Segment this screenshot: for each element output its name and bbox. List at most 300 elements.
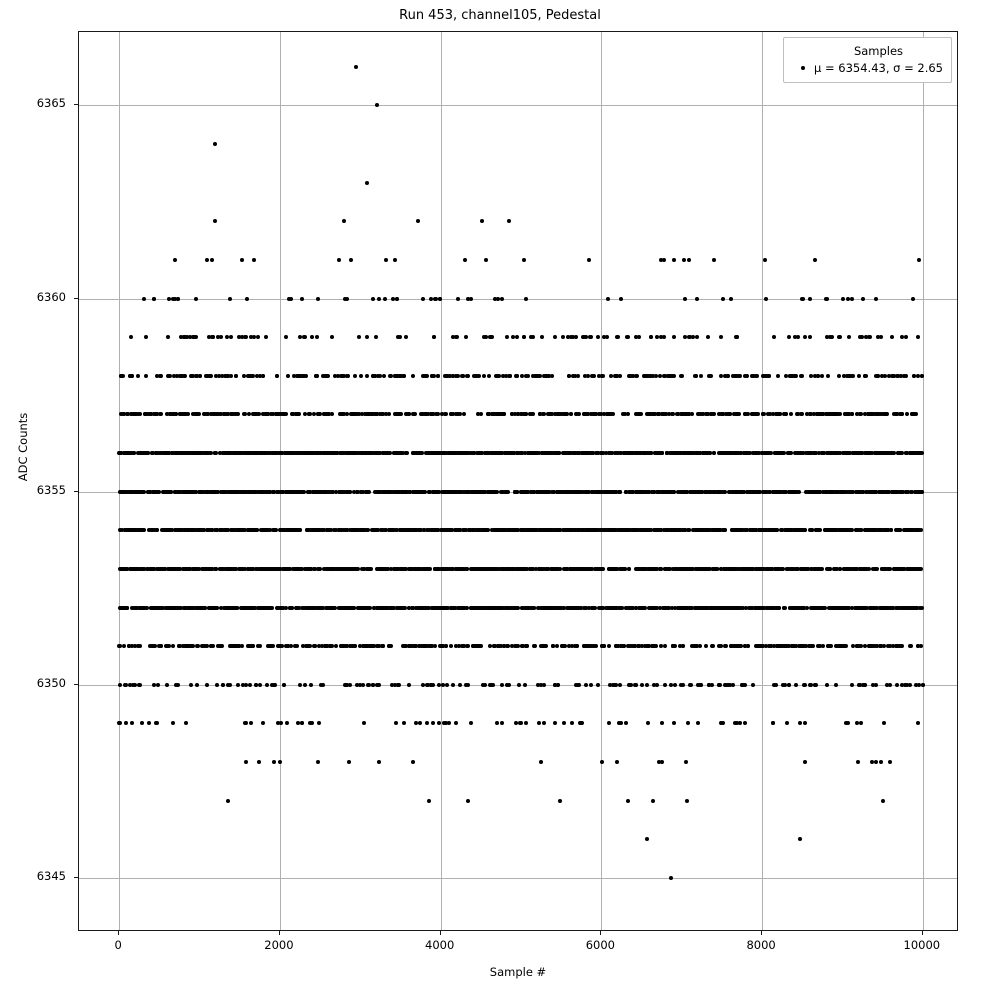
data-point	[446, 528, 450, 532]
data-point	[144, 374, 148, 378]
data-point	[382, 490, 386, 494]
data-point	[354, 65, 358, 69]
data-point	[868, 335, 872, 339]
data-point	[322, 567, 326, 571]
data-point	[841, 297, 845, 301]
data-point	[630, 451, 634, 455]
data-point	[229, 374, 233, 378]
data-point	[309, 567, 313, 571]
data-point	[625, 335, 629, 339]
gridline-vertical	[280, 32, 281, 930]
data-point	[683, 451, 687, 455]
data-point	[209, 490, 213, 494]
data-point	[522, 258, 526, 262]
data-point	[221, 451, 225, 455]
data-point	[289, 490, 293, 494]
data-point	[863, 374, 867, 378]
data-point	[764, 451, 768, 455]
data-point	[337, 258, 341, 262]
data-point	[136, 374, 140, 378]
data-point	[825, 335, 829, 339]
data-point	[258, 490, 262, 494]
data-point	[119, 451, 123, 455]
data-point	[502, 412, 506, 416]
data-point	[300, 297, 304, 301]
data-point	[186, 528, 190, 532]
data-point	[359, 490, 363, 494]
data-point	[458, 490, 462, 494]
data-point	[281, 528, 285, 532]
data-point	[374, 451, 378, 455]
data-point	[883, 490, 887, 494]
data-point	[245, 297, 249, 301]
data-point	[600, 567, 604, 571]
data-point	[656, 490, 660, 494]
data-point	[789, 412, 793, 416]
data-point	[750, 374, 754, 378]
data-point	[699, 374, 703, 378]
data-point	[663, 374, 667, 378]
data-point	[682, 258, 686, 262]
data-point	[712, 451, 716, 455]
data-point	[159, 567, 163, 571]
data-point	[272, 490, 276, 494]
data-point	[655, 335, 659, 339]
data-point	[567, 374, 571, 378]
data-point	[582, 451, 586, 455]
data-point	[142, 567, 146, 571]
data-point	[618, 490, 622, 494]
data-point	[583, 374, 587, 378]
data-point	[144, 335, 148, 339]
data-point	[627, 567, 631, 571]
data-point	[263, 451, 267, 455]
data-point	[763, 258, 767, 262]
data-point	[847, 335, 851, 339]
data-point	[646, 374, 650, 378]
data-point	[776, 374, 780, 378]
data-point	[521, 528, 525, 532]
data-point	[683, 528, 687, 532]
data-point	[219, 335, 223, 339]
data-point	[317, 567, 321, 571]
data-point	[689, 490, 693, 494]
data-point	[849, 490, 853, 494]
data-point	[755, 374, 759, 378]
data-point	[454, 567, 458, 571]
data-point	[773, 567, 777, 571]
data-point	[874, 567, 878, 571]
data-point	[746, 567, 750, 571]
data-point	[367, 567, 371, 571]
data-point	[565, 412, 569, 416]
data-point	[583, 490, 587, 494]
data-point	[198, 374, 202, 378]
data-point	[919, 567, 923, 571]
data-point	[505, 567, 509, 571]
data-point	[301, 374, 305, 378]
data-point	[553, 335, 557, 339]
data-point	[569, 451, 573, 455]
data-point	[911, 297, 915, 301]
data-point	[356, 490, 360, 494]
data-point	[316, 297, 320, 301]
data-point	[801, 297, 805, 301]
data-point	[129, 335, 133, 339]
data-point	[216, 335, 220, 339]
data-point	[308, 490, 312, 494]
data-point	[493, 567, 497, 571]
data-point	[719, 335, 723, 339]
data-point	[836, 451, 840, 455]
data-point	[893, 490, 897, 494]
data-point	[173, 258, 177, 262]
data-point	[809, 374, 813, 378]
data-point	[826, 374, 830, 378]
data-point	[273, 528, 277, 532]
data-point	[346, 490, 350, 494]
data-point	[312, 412, 316, 416]
data-point	[796, 490, 800, 494]
data-point	[730, 567, 734, 571]
data-point	[737, 490, 741, 494]
data-point	[838, 335, 842, 339]
data-point	[500, 297, 504, 301]
data-point	[244, 335, 248, 339]
data-point	[179, 451, 183, 455]
data-point	[226, 374, 230, 378]
data-point	[430, 374, 434, 378]
data-point	[525, 528, 529, 532]
data-point	[506, 490, 510, 494]
data-point	[315, 335, 319, 339]
data-point	[917, 451, 921, 455]
data-point	[438, 297, 442, 301]
data-point	[242, 490, 246, 494]
data-point	[896, 374, 900, 378]
data-point	[397, 490, 401, 494]
data-point	[508, 374, 512, 378]
data-point	[490, 335, 494, 339]
data-point	[207, 567, 211, 571]
data-point	[683, 297, 687, 301]
data-point	[596, 335, 600, 339]
data-point	[905, 412, 909, 416]
data-point	[143, 451, 147, 455]
data-point	[195, 451, 199, 455]
data-point	[742, 451, 746, 455]
data-point	[678, 567, 682, 571]
data-point	[332, 567, 336, 571]
data-point	[606, 297, 610, 301]
data-point	[194, 335, 198, 339]
data-point	[569, 490, 573, 494]
data-point	[718, 528, 722, 532]
data-point	[519, 490, 523, 494]
data-point	[402, 374, 406, 378]
data-point	[346, 567, 350, 571]
data-point	[210, 258, 214, 262]
data-point	[395, 297, 399, 301]
data-point	[393, 374, 397, 378]
data-point	[879, 490, 883, 494]
data-point	[155, 374, 159, 378]
data-point	[867, 451, 871, 455]
gridline-horizontal	[79, 878, 957, 879]
data-point	[207, 528, 211, 532]
data-point	[289, 297, 293, 301]
data-point	[264, 335, 268, 339]
data-point	[842, 490, 846, 494]
data-point	[575, 490, 579, 494]
data-point	[767, 528, 771, 532]
data-point	[700, 490, 704, 494]
data-point	[297, 374, 301, 378]
data-point	[815, 490, 819, 494]
data-point	[723, 490, 727, 494]
data-point	[482, 374, 486, 378]
data-point	[790, 567, 794, 571]
data-point	[235, 490, 239, 494]
data-point	[166, 335, 170, 339]
data-point	[762, 567, 766, 571]
data-point	[464, 528, 468, 532]
data-point	[155, 528, 159, 532]
data-point	[315, 374, 319, 378]
data-point	[817, 567, 821, 571]
data-point	[531, 335, 535, 339]
data-point	[687, 258, 691, 262]
data-point	[185, 567, 189, 571]
data-point	[672, 374, 676, 378]
data-point	[378, 374, 382, 378]
data-point	[228, 451, 232, 455]
data-point	[608, 528, 612, 532]
data-point	[367, 451, 371, 455]
gridline-vertical	[441, 32, 442, 930]
data-point	[416, 219, 420, 223]
data-point	[400, 451, 404, 455]
data-point	[537, 374, 541, 378]
data-point	[645, 490, 649, 494]
data-point	[299, 567, 303, 571]
data-point	[330, 335, 334, 339]
data-point	[639, 412, 643, 416]
data-point	[213, 142, 217, 146]
data-point	[576, 374, 580, 378]
data-point	[456, 297, 460, 301]
data-point	[825, 297, 829, 301]
data-point	[610, 490, 614, 494]
data-point	[324, 490, 328, 494]
data-point	[252, 490, 256, 494]
data-point	[167, 297, 171, 301]
data-point	[803, 335, 807, 339]
data-point	[358, 451, 362, 455]
data-point	[224, 567, 228, 571]
data-point	[898, 528, 902, 532]
data-point	[221, 490, 225, 494]
data-point	[772, 335, 776, 339]
data-point	[297, 490, 301, 494]
data-point	[722, 567, 726, 571]
data-point	[683, 490, 687, 494]
data-point	[275, 374, 279, 378]
data-point	[198, 490, 202, 494]
data-point	[365, 181, 369, 185]
data-point	[415, 567, 419, 571]
gridline-vertical	[762, 32, 763, 930]
data-point	[421, 297, 425, 301]
data-point	[359, 374, 363, 378]
data-point	[591, 451, 595, 455]
data-point	[310, 528, 314, 532]
plot-area	[78, 31, 958, 931]
data-point	[890, 335, 894, 339]
data-point	[146, 490, 150, 494]
data-point	[723, 528, 727, 532]
data-point	[463, 258, 467, 262]
data-point	[880, 567, 884, 571]
data-point	[341, 567, 345, 571]
data-point	[520, 567, 524, 571]
gridline-vertical	[119, 32, 120, 930]
data-point	[437, 490, 441, 494]
data-point	[407, 490, 411, 494]
data-point	[695, 335, 699, 339]
data-point	[416, 451, 420, 455]
data-point	[310, 335, 314, 339]
data-point	[479, 412, 483, 416]
data-point	[152, 490, 156, 494]
data-point	[491, 451, 495, 455]
data-point	[329, 490, 333, 494]
data-point	[693, 374, 697, 378]
data-point	[119, 374, 123, 378]
data-point	[837, 374, 841, 378]
data-point	[469, 297, 473, 301]
data-point	[477, 374, 481, 378]
data-point	[634, 335, 638, 339]
data-point	[377, 297, 381, 301]
chart-title: Run 453, channel105, Pedestal	[399, 8, 601, 23]
data-point	[480, 219, 484, 223]
data-point	[286, 374, 290, 378]
gridline-vertical	[923, 32, 924, 930]
data-point	[511, 451, 515, 455]
data-point	[699, 567, 703, 571]
data-point	[706, 528, 710, 532]
data-point	[374, 335, 378, 339]
data-point	[546, 567, 550, 571]
data-point	[485, 451, 489, 455]
data-point	[443, 374, 447, 378]
data-point	[318, 451, 322, 455]
data-point	[912, 374, 916, 378]
data-point	[252, 258, 256, 262]
data-point	[662, 490, 666, 494]
data-point	[787, 335, 791, 339]
data-point	[523, 490, 527, 494]
data-point	[211, 335, 215, 339]
data-point	[662, 258, 666, 262]
data-point	[466, 374, 470, 378]
data-point	[433, 297, 437, 301]
data-point	[798, 451, 802, 455]
data-point	[879, 335, 883, 339]
data-point	[619, 297, 623, 301]
data-point	[745, 374, 749, 378]
data-point	[769, 451, 773, 455]
data-point	[294, 567, 298, 571]
data-point	[327, 528, 331, 532]
data-point	[298, 335, 302, 339]
data-point	[687, 451, 691, 455]
data-point	[340, 374, 344, 378]
data-point	[429, 297, 433, 301]
data-point	[526, 374, 530, 378]
data-point	[514, 374, 518, 378]
data-point	[176, 297, 180, 301]
data-point	[524, 297, 528, 301]
data-point	[208, 374, 212, 378]
data-point	[256, 335, 260, 339]
data-point	[860, 335, 864, 339]
data-point	[253, 451, 257, 455]
data-point	[708, 490, 712, 494]
data-point	[382, 374, 386, 378]
data-point	[190, 374, 194, 378]
data-point	[544, 490, 548, 494]
data-point	[898, 451, 902, 455]
data-point	[805, 567, 809, 571]
data-point	[900, 335, 904, 339]
data-point	[627, 490, 631, 494]
data-point	[157, 490, 161, 494]
data-point	[421, 374, 425, 378]
data-point	[225, 335, 229, 339]
data-point	[618, 374, 622, 378]
data-point	[234, 374, 238, 378]
data-point	[910, 490, 914, 494]
data-point	[816, 374, 820, 378]
gridline-vertical	[601, 32, 602, 930]
data-point	[484, 258, 488, 262]
data-point	[857, 374, 861, 378]
data-point	[213, 219, 217, 223]
data-point	[432, 335, 436, 339]
data-point	[243, 451, 247, 455]
data-point	[706, 335, 710, 339]
data-point	[756, 490, 760, 494]
data-point	[671, 412, 675, 416]
data-point	[487, 412, 491, 416]
data-point	[793, 335, 797, 339]
data-point	[687, 528, 691, 532]
data-point	[381, 567, 385, 571]
data-point	[120, 528, 124, 532]
data-point	[750, 490, 754, 494]
data-point	[121, 567, 125, 571]
data-point	[493, 297, 497, 301]
data-point	[365, 528, 369, 532]
data-point	[494, 374, 498, 378]
data-point	[365, 374, 369, 378]
data-point	[472, 451, 476, 455]
data-point	[507, 219, 511, 223]
data-point	[428, 490, 432, 494]
data-point	[393, 258, 397, 262]
